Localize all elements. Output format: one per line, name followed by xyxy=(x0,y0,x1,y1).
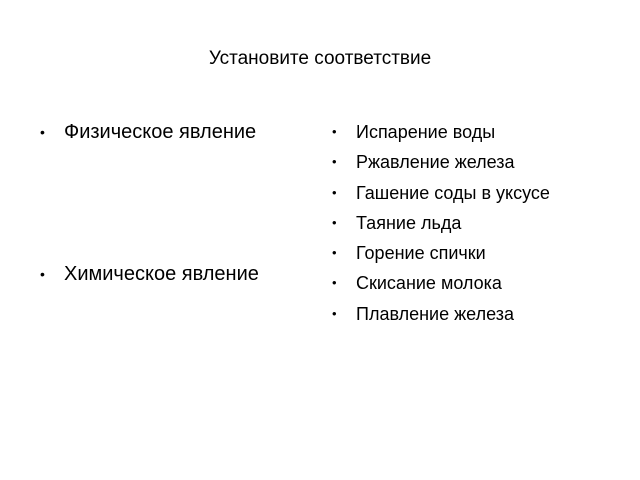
bullet-icon: • xyxy=(332,214,337,230)
list-item-label: Горение спички xyxy=(356,243,486,264)
bullet-icon: • xyxy=(332,184,337,200)
list-item-label: Испарение воды xyxy=(356,122,496,142)
list-item-label: Скисание молока xyxy=(356,273,502,294)
list-item-label: Химическое явление xyxy=(64,263,259,285)
list-item xyxy=(332,178,632,208)
bullet-icon: • xyxy=(332,275,337,291)
list-item-label: Ржавление железа xyxy=(356,152,515,173)
list-item xyxy=(332,147,632,177)
list-item xyxy=(332,299,632,329)
list-item xyxy=(332,238,632,268)
bullet-icon: • xyxy=(332,124,337,139)
list-item xyxy=(40,119,320,145)
slide-title: Установите соответствие xyxy=(208,48,432,69)
list-item-label: Физическое явление xyxy=(64,121,257,143)
list-item-label: Таяние льда xyxy=(356,212,462,233)
list-item-label: Плавление железа xyxy=(356,303,514,324)
phenomenon-examples-list xyxy=(332,117,632,329)
bullet-icon: • xyxy=(40,124,45,140)
list-item-label: Гашение соды в уксусе xyxy=(356,182,550,203)
list-item xyxy=(332,117,632,147)
list-item xyxy=(40,261,320,287)
bullet-icon: • xyxy=(332,245,337,261)
bullet-icon: • xyxy=(40,266,45,282)
phenomenon-type-list xyxy=(40,119,320,287)
list-item xyxy=(332,208,632,238)
bullet-icon: • xyxy=(332,305,337,321)
list-item xyxy=(332,268,632,298)
bullet-icon: • xyxy=(332,154,337,170)
